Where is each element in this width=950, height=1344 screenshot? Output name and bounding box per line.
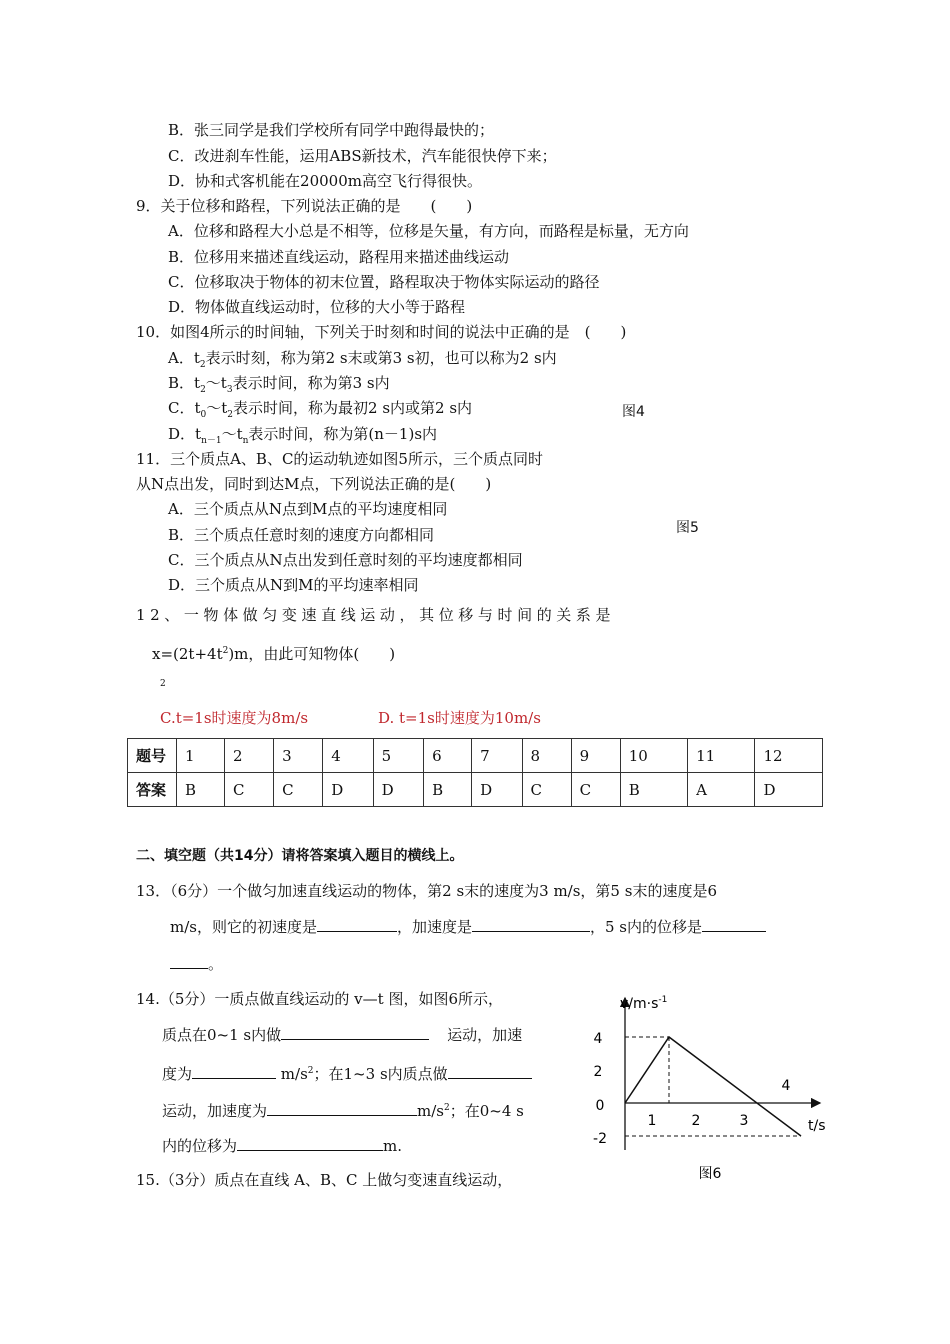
q9-option-d: D．物体做直线运动时，位移的大小等于路程 <box>168 298 466 316</box>
x-tick-label: 1 <box>647 1113 657 1129</box>
q11-option-c: C．三个质点从N点出发到任意时刻的平均速度都相同 <box>168 551 523 569</box>
q10-a-pre: A．t <box>168 349 200 367</box>
q8-option-b: B．张三同学是我们学校所有同学中跑得最快的； <box>168 121 495 139</box>
q11-option-b: B．三个质点任意时刻的速度方向都相同 <box>168 526 435 544</box>
section2-title: 二、填空题（共14分）请将答案填入题目的横线上。 <box>136 848 464 864</box>
q15-line-1: 15.（3分）质点在直线 A、B、C 上做匀变速直线运动， <box>136 1171 513 1189</box>
fig4-label: 图4 <box>622 404 645 420</box>
q14-line-1: 14.（5分）一质点做直线运动的 v—t 图，如图6所示， <box>136 990 503 1008</box>
q14-line-2 <box>162 1025 522 1045</box>
table-cell: 4 <box>323 739 373 773</box>
table-cell: C <box>225 773 274 807</box>
table-cell: D <box>472 773 522 807</box>
q14-text-4c: ；在0~4 s <box>449 1102 524 1120</box>
table-cell: 7 <box>472 739 522 773</box>
q14-line-3 <box>162 1061 532 1084</box>
q14-sup-3: 2 <box>307 1066 314 1076</box>
q13-text-end: 。 <box>208 955 224 973</box>
q14-text-5a: 内的位移为 <box>162 1137 238 1155</box>
table-cell: B <box>177 773 225 807</box>
table-cell: 11 <box>688 739 755 773</box>
q14-text-3c: ；在1~3 s内质点做 <box>313 1065 448 1083</box>
q10-d-sub2: n <box>242 436 249 446</box>
fig5-label: 图5 <box>676 520 699 536</box>
q10-c-sub1: 0 <box>200 410 207 420</box>
q14-line-5 <box>162 1136 402 1156</box>
q10-stem: 10．如图4所示的时间轴，下列关于时刻和时间的说法中正确的是 ( ) <box>136 323 627 341</box>
q14-text-5b: m. <box>383 1137 403 1155</box>
table-cell: C <box>522 773 571 807</box>
q12-stray-mark: 2 <box>160 679 166 689</box>
answer-table <box>127 738 823 807</box>
q8-option-c: C．改进刹车性能，运用ABS新技术，汽车能很快停下来； <box>168 147 557 165</box>
q12-stem: 12、一物体做匀变速直线运动，其位移与时间的关系是 <box>136 606 616 624</box>
table-cell: 5 <box>373 739 423 773</box>
x-tick-label: 3 <box>739 1113 749 1129</box>
q13-text-b: ，加速度是 <box>396 918 472 936</box>
fig6-caption: 图6 <box>698 1166 722 1182</box>
answer-table-answer-row <box>128 773 823 807</box>
q10-a-sub: 2 <box>199 360 206 370</box>
q10-b-sub2: 3 <box>226 385 233 395</box>
table-cell: B <box>424 773 472 807</box>
q12-option-c: C.t=1s时速度为8m/s <box>160 709 309 727</box>
q13-line-3 <box>170 954 223 974</box>
table-cell: 10 <box>620 739 687 773</box>
q10-option-c <box>168 398 472 425</box>
q10-b-mid: ～t <box>205 374 227 392</box>
table-header-answer: 答案 <box>128 773 177 807</box>
table-cell: 9 <box>571 739 620 773</box>
table-header-number: 题号 <box>128 739 177 773</box>
q14-text-4b: m/s <box>417 1102 444 1120</box>
q14-text-2a: 质点在0~1 s内做 <box>162 1026 282 1044</box>
table-cell: C <box>274 773 323 807</box>
q9-option-c: C．位移取决于物体的初末位置，路程取决于物体实际运动的路径 <box>168 273 600 291</box>
q11-stem-1: 11．三个质点A、B、C的运动轨迹如图5所示，三个质点同时 <box>136 450 543 468</box>
q14-text-2b: 运动，加速 <box>447 1026 523 1044</box>
y-tick-label: -2 <box>593 1131 607 1147</box>
q9-option-b: B．位移用来描述直线运动，路程用来描述曲线运动 <box>168 248 510 266</box>
q12-formula-sup: 2 <box>222 646 229 656</box>
q14-blank-motion-type-1[interactable] <box>281 1025 429 1040</box>
y-axis-label: $v/m\cdot s^{-1}$ <box>620 995 668 1012</box>
q10-option-a <box>168 348 557 375</box>
q13-text-c: ，5 s内的位移是 <box>590 918 703 936</box>
table-cell: D <box>755 773 823 807</box>
q10-c-mid: ～t <box>206 399 228 417</box>
table-cell: A <box>688 773 755 807</box>
x-tick-label: 2 <box>691 1113 701 1129</box>
q10-d-pre: D．t <box>168 425 202 443</box>
table-cell: 6 <box>424 739 472 773</box>
q10-b-sub1: 2 <box>200 385 206 395</box>
q10-c-sub2: 2 <box>227 410 234 420</box>
q13-text-a: m/s，则它的初速度是 <box>170 918 317 936</box>
q14-blank-displacement[interactable] <box>237 1136 383 1151</box>
q11-option-a: A．三个质点从N点到M点的平均速度相同 <box>168 500 448 518</box>
q10-b-pre: B．t <box>168 374 201 392</box>
q13-blank-initial-velocity[interactable] <box>317 917 397 932</box>
q11-stem-2: 从N点出发，同时到达M点，下列说法正确的是( ) <box>136 475 492 493</box>
table-cell: 2 <box>225 739 274 773</box>
q13-line-1: 13．（6分）一个做匀加速直线运动的物体，第2 s末的速度为3 m/s，第5 s末的速度是6 <box>136 882 717 900</box>
answer-table-number-row <box>128 739 823 773</box>
q13-blank-displacement[interactable] <box>702 917 766 932</box>
q12-formula <box>152 641 395 664</box>
q14-blank-acceleration-2[interactable] <box>267 1101 417 1116</box>
table-cell: C <box>571 773 620 807</box>
fig6-vt-graph <box>580 990 840 1190</box>
y-tick-label: 2 <box>593 1064 603 1080</box>
x-tick-label: 4 <box>781 1078 791 1094</box>
q9-option-a: A．位移和路程大小总是不相等，位移是矢量，有方向，而路程是标量，无方向 <box>168 222 689 240</box>
q10-c-post: 表示时间，称为最初2 s内或第2 s内 <box>233 399 473 417</box>
q13-blank-displacement-cont[interactable] <box>170 954 208 969</box>
q13-line-2 <box>170 917 766 937</box>
q12-formula-pre: x=(2t+4t <box>152 645 223 663</box>
q10-b-post: 表示时间，称为第3 s内 <box>232 374 390 392</box>
q8-option-d: D．协和式客机能在20000m高空飞行得很快。 <box>168 172 482 190</box>
q10-d-sub1: n－1 <box>201 436 222 446</box>
q10-c-pre: C．t <box>168 399 201 417</box>
q10-option-b <box>168 373 390 400</box>
q14-sup-4: 2 <box>444 1103 450 1113</box>
x-axis-label: t/s <box>808 1118 826 1134</box>
q14-line-4 <box>162 1098 524 1121</box>
q14-blank-acceleration-1[interactable] <box>192 1064 276 1079</box>
table-cell: 1 <box>177 739 225 773</box>
table-cell: B <box>620 773 687 807</box>
table-cell: D <box>373 773 423 807</box>
table-cell: 12 <box>755 739 823 773</box>
q9-stem: 9．关于位移和路程，下列说法正确的是 ( ) <box>136 197 473 215</box>
y-tick-label: 4 <box>593 1031 603 1047</box>
q12-formula-post: )m，由此可知物体( ) <box>228 645 396 663</box>
table-cell: D <box>323 773 373 807</box>
q14-text-3b: m/s <box>280 1065 308 1083</box>
q14-blank-motion-type-2[interactable] <box>448 1064 532 1079</box>
q13-blank-acceleration[interactable] <box>472 917 590 932</box>
q10-d-mid: ～t <box>221 425 243 443</box>
q10-option-d <box>168 424 437 451</box>
q14-text-3a: 度为 <box>162 1065 193 1083</box>
y-tick-label: 0 <box>595 1098 605 1114</box>
q10-a-post: 表示时刻，称为第2 s末或第3 s初，也可以称为2 s内 <box>205 349 557 367</box>
table-cell: 8 <box>522 739 571 773</box>
q12-option-d: D. t=1s时速度为10m/s <box>378 709 541 727</box>
q10-d-post: 表示时间，称为第(n－1)s内 <box>248 425 438 443</box>
table-cell: 3 <box>274 739 323 773</box>
q14-text-4a: 运动，加速度为 <box>162 1102 268 1120</box>
q11-option-d: D．三个质点从N到M的平均速率相同 <box>168 576 419 594</box>
